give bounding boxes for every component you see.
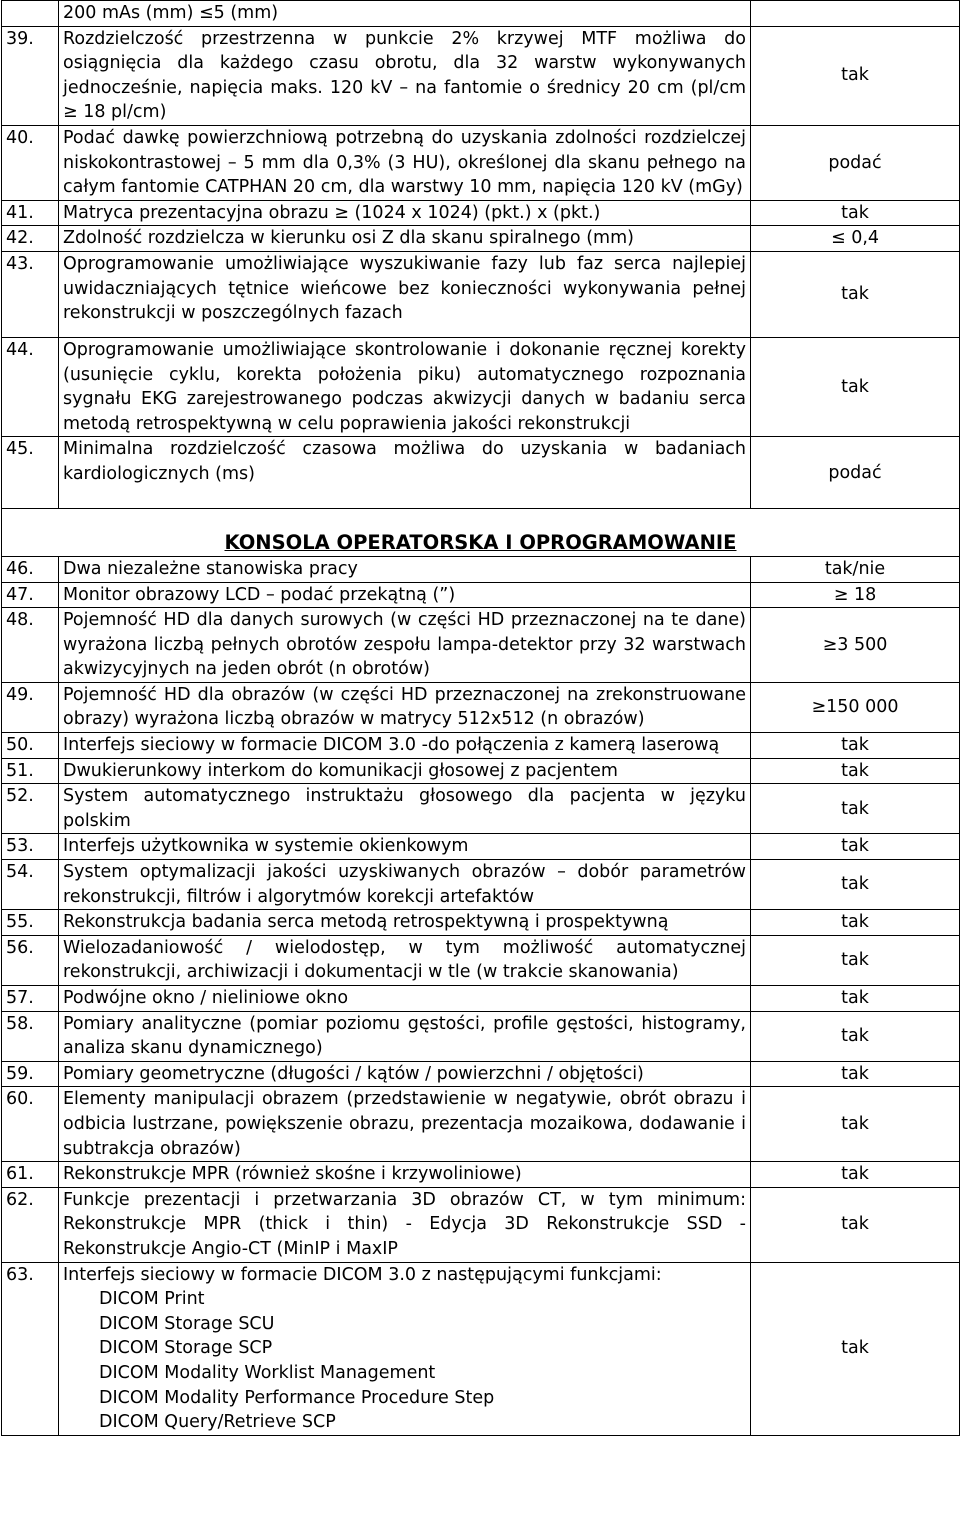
row-description: Interfejs użytkownika w systemie okienkowym [59,834,751,860]
row-number: 55. [2,910,59,936]
row-number: 59. [2,1061,59,1087]
list-item: DICOM Print [99,1289,205,1310]
row-number: 42. [2,226,59,252]
row-description: Podać dawkę powierzchniową potrzebną do uzyskania zdolności rozdzielczej niskokontrastowej – 5 mm dla 0,3% (3 HU), określonej dla skanu pełnego na całym fantomie CATPHAN 20 cm, dla warstwy 10 mm, napięcia 120 kV (mGy) [59,125,751,200]
row-value: tak [751,758,960,784]
row-value: ≥3 500 [751,608,960,683]
row-value: tak [751,1162,960,1188]
row-description: Podwójne okno / nieliniowe okno [59,986,751,1012]
table-row [2,608,960,683]
row-description [59,1262,751,1435]
table-row [2,1087,960,1162]
table-row [2,200,960,226]
row-description: Monitor obrazowy LCD – podać przekątną (”) [59,582,751,608]
table-row [2,226,960,252]
row-number: 47. [2,582,59,608]
table-row [2,125,960,200]
row-description: Pomiary analityczne (pomiar poziomu gęstości, profile gęstości, histogramy, analiza skanu dynamicznego) [59,1011,751,1061]
row-value: tak [751,1187,960,1262]
row-number: 52. [2,784,59,834]
row-value: tak [751,860,960,910]
list-item: DICOM Modality Worklist Management [99,1362,436,1383]
table-row [2,910,960,936]
row-description: Pomiary geometryczne (długości / kątów / powierzchni / objętości) [59,1061,751,1087]
row-number: 58. [2,1011,59,1061]
row-description: Pojemność HD dla danych surowych (w części HD przeznaczonej na te dane) wyrażona liczbą pełnych obrotów zespołu lampa-detektor przy 32 warstwach akwizycyjnych na jeden obrót (n obrotów) [59,608,751,683]
row-value: ≤ 0,4 [751,226,960,252]
table-row [2,437,960,509]
row-description: Interfejs sieciowy w formacie DICOM 3.0 -do połączenia z kamerą laserową [59,733,751,759]
row-value [751,1,960,27]
table-row [2,1262,960,1435]
table-row [2,1011,960,1061]
row-value: tak [751,733,960,759]
table-row [2,784,960,834]
row-number: 57. [2,986,59,1012]
row-value: tak [751,251,960,337]
table-row [2,860,960,910]
row-value: tak/nie [751,556,960,582]
table-row [2,556,960,582]
table-row [2,337,960,436]
row-value: tak [751,834,960,860]
row-number: 44. [2,337,59,436]
row-description: Oprogramowanie umożliwiające skontrolowanie i dokonanie ręcznej korekty (usunięcie cyklu, korekta położenia piku) automatycznego rozpoznania sygnału EKG zarejestrowanego podczas akwizycji danych w badaniu serca metodą retrospektywną w celu poprawienia jakości rekonstrukcji [59,337,751,436]
row-description: Minimalna rozdzielczość czasowa możliwa do uzyskania w badaniach kardiologicznych (ms) [59,437,751,509]
row-value: ≥ 18 [751,582,960,608]
row-description: Dwukierunkowy interkom do komunikacji głosowej z pacjentem [59,758,751,784]
row-description: Rekonstrukcje MPR (również skośne i krzywoliniowe) [59,1162,751,1188]
section-heading: KONSOLA OPERATORSKA I OPROGRAMOWANIE [2,509,960,557]
row-number [2,1,59,27]
row-value: tak [751,986,960,1012]
row-number: 63. [2,1262,59,1435]
row-number: 56. [2,935,59,985]
row-number: 40. [2,125,59,200]
row-number: 53. [2,834,59,860]
row-description: System optymalizacji jakości uzyskiwanych obrazów – dobór parametrów rekonstrukcji, filtrów i algorytmów korekcji artefaktów [59,860,751,910]
table-row [2,935,960,985]
row-value: tak [751,910,960,936]
row-number: 60. [2,1087,59,1162]
row-number: 46. [2,556,59,582]
list-item: DICOM Query/Retrieve SCP [99,1412,336,1433]
row-description: Pojemność HD dla obrazów (w części HD przeznaczonej na zrekonstruowane obrazy) wyrażona liczbą obrazów w matrycy 512x512 (n obrazów) [59,682,751,732]
row-value: tak [751,1262,960,1435]
row-number: 45. [2,437,59,509]
row-description: 200 mAs (mm) ≤5 (mm) [59,1,751,27]
row-description: System automatycznego instruktażu głosowego dla pacjenta w języku polskim [59,784,751,834]
row-description-intro: Interfejs sieciowy w formacie DICOM 3.0 z następującymi funkcjami: [63,1264,662,1285]
row-value: tak [751,26,960,125]
row-description: Funkcje prezentacji i przetwarzania 3D obrazów CT, w tym minimum: Rekonstrukcje MPR (thick i thin) - Edycja 3D Rekonstrukcje SSD - Rekonstrukcje Angio-CT (MinIP i MaxIP [59,1187,751,1262]
row-value: podać [751,125,960,200]
table-row [2,834,960,860]
table-row [2,582,960,608]
row-number: 41. [2,200,59,226]
row-number: 62. [2,1187,59,1262]
list-item: DICOM Storage SCP [99,1338,273,1359]
table-row [2,251,960,337]
row-number: 49. [2,682,59,732]
table-row [2,1162,960,1188]
row-value: ≥150 000 [751,682,960,732]
row-number: 51. [2,758,59,784]
table-row [2,758,960,784]
table-row [2,1061,960,1087]
row-number: 50. [2,733,59,759]
row-number: 43. [2,251,59,337]
table-row [2,986,960,1012]
row-description: Elementy manipulacji obrazem (przedstawienie w negatywie, obrót obrazu i odbicia lustrzane, powiększenie obrazu, prezentacja mozaikowa, dodawanie i subtrakcja obrazów) [59,1087,751,1162]
row-value: tak [751,1011,960,1061]
row-description: Matryca prezentacyjna obrazu ≥ (1024 x 1024) (pkt.) x (pkt.) [59,200,751,226]
table-row [2,733,960,759]
row-description: Rozdzielczość przestrzenna w punkcie 2% krzywej MTF możliwa do osiągnięcia dla każdego czasu obrotu, dla 32 warstw wykonywanych jednocześnie, napięcia maks. 120 kV – na fantomie o średnicy 20 cm (pl/cm ≥ 18 pl/cm) [59,26,751,125]
row-value: tak [751,1087,960,1162]
table-row [2,682,960,732]
row-description: Oprogramowanie umożliwiające wyszukiwanie fazy lub faz serca najlepiej uwidaczniających tętnice wieńcowe bez konieczności wykonywania pełnej rekonstrukcji w poszczególnych fazach [59,251,751,337]
row-number: 39. [2,26,59,125]
row-description: Zdolność rozdzielcza w kierunku osi Z dla skanu spiralnego (mm) [59,226,751,252]
list-item: DICOM Modality Performance Procedure Step [99,1387,495,1408]
row-value: tak [751,200,960,226]
table-row [2,1187,960,1262]
row-number: 48. [2,608,59,683]
row-description: Rekonstrukcja badania serca metodą retrospektywną i prospektywną [59,910,751,936]
row-number: 54. [2,860,59,910]
row-value: tak [751,935,960,985]
row-number: 61. [2,1162,59,1188]
row-value: tak [751,784,960,834]
spec-table [1,0,960,1436]
row-value: tak [751,1061,960,1087]
table-row [2,26,960,125]
row-description: Dwa niezależne stanowiska pracy [59,556,751,582]
table-row [2,1,960,27]
row-value: podać [751,437,960,509]
section-heading-row [2,509,960,557]
list-item: DICOM Storage SCU [99,1313,275,1334]
row-description: Wielozadaniowość / wielodostęp, w tym możliwość automatycznej rekonstrukcji, archiwizacji i dokumentacji w tle (w trakcie skanowania) [59,935,751,985]
row-value: tak [751,337,960,436]
